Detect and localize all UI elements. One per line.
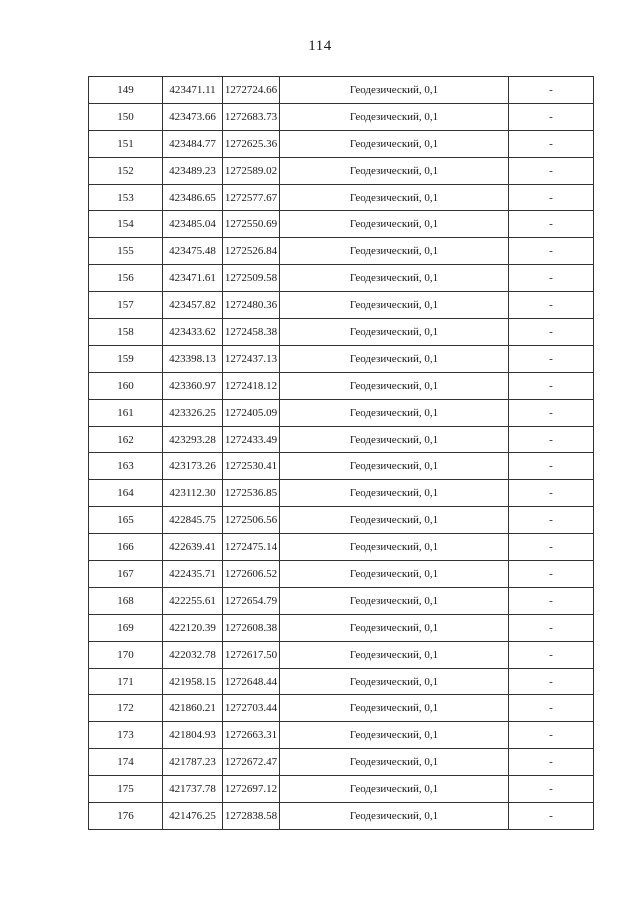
page-number: 114 (308, 38, 332, 54)
note-cell: - (509, 722, 594, 749)
method-accuracy-cell: Геодезический, 0,1 (280, 77, 509, 104)
point-number-cell: 176 (89, 803, 163, 830)
note-cell: - (509, 265, 594, 292)
point-number-cell: 166 (89, 534, 163, 561)
y-coordinate-cell: 1272418.12 (223, 372, 280, 399)
y-coordinate-cell: 1272663.31 (223, 722, 280, 749)
y-coordinate-cell: 1272683.73 (223, 103, 280, 130)
x-coordinate-cell: 423433.62 (163, 319, 223, 346)
method-accuracy-cell: Геодезический, 0,1 (280, 345, 509, 372)
x-coordinate-cell: 421958.15 (163, 668, 223, 695)
table-row (89, 399, 594, 426)
table-row (89, 372, 594, 399)
y-coordinate-cell: 1272550.69 (223, 211, 280, 238)
y-coordinate-cell: 1272697.12 (223, 776, 280, 803)
table-row (89, 534, 594, 561)
method-accuracy-cell: Геодезический, 0,1 (280, 292, 509, 319)
y-coordinate-cell: 1272437.13 (223, 345, 280, 372)
note-cell: - (509, 292, 594, 319)
table-row (89, 614, 594, 641)
note-cell: - (509, 507, 594, 534)
method-accuracy-cell: Геодезический, 0,1 (280, 372, 509, 399)
x-coordinate-cell: 421737.78 (163, 776, 223, 803)
note-cell: - (509, 372, 594, 399)
note-cell: - (509, 399, 594, 426)
table-row (89, 103, 594, 130)
method-accuracy-cell: Геодезический, 0,1 (280, 319, 509, 346)
y-coordinate-cell: 1272506.56 (223, 507, 280, 534)
y-coordinate-cell: 1272526.84 (223, 238, 280, 265)
point-number-cell: 154 (89, 211, 163, 238)
y-coordinate-cell: 1272405.09 (223, 399, 280, 426)
point-number-cell: 156 (89, 265, 163, 292)
point-number-cell: 168 (89, 587, 163, 614)
method-accuracy-cell: Геодезический, 0,1 (280, 641, 509, 668)
table-row (89, 426, 594, 453)
x-coordinate-cell: 423471.61 (163, 265, 223, 292)
method-accuracy-cell: Геодезический, 0,1 (280, 695, 509, 722)
method-accuracy-cell: Геодезический, 0,1 (280, 426, 509, 453)
note-cell: - (509, 668, 594, 695)
x-coordinate-cell: 421476.25 (163, 803, 223, 830)
note-cell: - (509, 426, 594, 453)
point-number-cell: 163 (89, 453, 163, 480)
table-row (89, 776, 594, 803)
point-number-cell: 175 (89, 776, 163, 803)
method-accuracy-cell: Геодезический, 0,1 (280, 587, 509, 614)
point-number-cell: 167 (89, 561, 163, 588)
table-row (89, 345, 594, 372)
table-row (89, 561, 594, 588)
table-row (89, 749, 594, 776)
y-coordinate-cell: 1272536.85 (223, 480, 280, 507)
x-coordinate-cell: 421860.21 (163, 695, 223, 722)
note-cell: - (509, 587, 594, 614)
point-number-cell: 150 (89, 103, 163, 130)
note-cell: - (509, 749, 594, 776)
point-number-cell: 160 (89, 372, 163, 399)
x-coordinate-cell: 422845.75 (163, 507, 223, 534)
point-number-cell: 173 (89, 722, 163, 749)
table-row (89, 157, 594, 184)
point-number-cell: 169 (89, 614, 163, 641)
method-accuracy-cell: Геодезический, 0,1 (280, 103, 509, 130)
x-coordinate-cell: 423475.48 (163, 238, 223, 265)
method-accuracy-cell: Геодезический, 0,1 (280, 507, 509, 534)
y-coordinate-cell: 1272458.38 (223, 319, 280, 346)
coordinates-table (88, 76, 594, 830)
table-row (89, 587, 594, 614)
note-cell: - (509, 184, 594, 211)
method-accuracy-cell: Геодезический, 0,1 (280, 614, 509, 641)
method-accuracy-cell: Геодезический, 0,1 (280, 561, 509, 588)
table-row (89, 695, 594, 722)
table-row (89, 507, 594, 534)
table-row (89, 130, 594, 157)
y-coordinate-cell: 1272577.67 (223, 184, 280, 211)
y-coordinate-cell: 1272724.66 (223, 77, 280, 104)
method-accuracy-cell: Геодезический, 0,1 (280, 453, 509, 480)
point-number-cell: 149 (89, 77, 163, 104)
point-number-cell: 155 (89, 238, 163, 265)
x-coordinate-cell: 423485.04 (163, 211, 223, 238)
method-accuracy-cell: Геодезический, 0,1 (280, 265, 509, 292)
method-accuracy-cell: Геодезический, 0,1 (280, 534, 509, 561)
x-coordinate-cell: 423293.28 (163, 426, 223, 453)
y-coordinate-cell: 1272530.41 (223, 453, 280, 480)
table-row (89, 184, 594, 211)
x-coordinate-cell: 423326.25 (163, 399, 223, 426)
table-row (89, 265, 594, 292)
point-number-cell: 165 (89, 507, 163, 534)
method-accuracy-cell: Геодезический, 0,1 (280, 803, 509, 830)
note-cell: - (509, 238, 594, 265)
x-coordinate-cell: 423486.65 (163, 184, 223, 211)
note-cell: - (509, 157, 594, 184)
x-coordinate-cell: 422255.61 (163, 587, 223, 614)
x-coordinate-cell: 422120.39 (163, 614, 223, 641)
x-coordinate-cell: 423473.66 (163, 103, 223, 130)
table-row (89, 453, 594, 480)
x-coordinate-cell: 423489.23 (163, 157, 223, 184)
x-coordinate-cell: 423484.77 (163, 130, 223, 157)
point-number-cell: 153 (89, 184, 163, 211)
note-cell: - (509, 641, 594, 668)
table-row (89, 668, 594, 695)
x-coordinate-cell: 422639.41 (163, 534, 223, 561)
table-row (89, 211, 594, 238)
x-coordinate-cell: 423471.11 (163, 77, 223, 104)
method-accuracy-cell: Геодезический, 0,1 (280, 157, 509, 184)
x-coordinate-cell: 423360.97 (163, 372, 223, 399)
table-row (89, 319, 594, 346)
point-number-cell: 152 (89, 157, 163, 184)
method-accuracy-cell: Геодезический, 0,1 (280, 211, 509, 238)
method-accuracy-cell: Геодезический, 0,1 (280, 480, 509, 507)
y-coordinate-cell: 1272589.02 (223, 157, 280, 184)
x-coordinate-cell: 421787.23 (163, 749, 223, 776)
y-coordinate-cell: 1272703.44 (223, 695, 280, 722)
method-accuracy-cell: Геодезический, 0,1 (280, 749, 509, 776)
x-coordinate-cell: 422435.71 (163, 561, 223, 588)
table-row (89, 641, 594, 668)
x-coordinate-cell: 423173.26 (163, 453, 223, 480)
x-coordinate-cell: 421804.93 (163, 722, 223, 749)
y-coordinate-cell: 1272654.79 (223, 587, 280, 614)
point-number-cell: 159 (89, 345, 163, 372)
note-cell: - (509, 695, 594, 722)
y-coordinate-cell: 1272433.49 (223, 426, 280, 453)
note-cell: - (509, 561, 594, 588)
note-cell: - (509, 614, 594, 641)
x-coordinate-cell: 422032.78 (163, 641, 223, 668)
y-coordinate-cell: 1272838.58 (223, 803, 280, 830)
table-row (89, 292, 594, 319)
table-row (89, 77, 594, 104)
method-accuracy-cell: Геодезический, 0,1 (280, 399, 509, 426)
y-coordinate-cell: 1272509.58 (223, 265, 280, 292)
note-cell: - (509, 345, 594, 372)
method-accuracy-cell: Геодезический, 0,1 (280, 722, 509, 749)
table-row (89, 480, 594, 507)
note-cell: - (509, 776, 594, 803)
method-accuracy-cell: Геодезический, 0,1 (280, 130, 509, 157)
note-cell: - (509, 534, 594, 561)
table-row (89, 722, 594, 749)
y-coordinate-cell: 1272608.38 (223, 614, 280, 641)
note-cell: - (509, 453, 594, 480)
point-number-cell: 170 (89, 641, 163, 668)
note-cell: - (509, 77, 594, 104)
y-coordinate-cell: 1272606.52 (223, 561, 280, 588)
point-number-cell: 151 (89, 130, 163, 157)
y-coordinate-cell: 1272475.14 (223, 534, 280, 561)
method-accuracy-cell: Геодезический, 0,1 (280, 184, 509, 211)
method-accuracy-cell: Геодезический, 0,1 (280, 776, 509, 803)
y-coordinate-cell: 1272480.36 (223, 292, 280, 319)
note-cell: - (509, 211, 594, 238)
y-coordinate-cell: 1272672.47 (223, 749, 280, 776)
table-row (89, 238, 594, 265)
point-number-cell: 171 (89, 668, 163, 695)
y-coordinate-cell: 1272617.50 (223, 641, 280, 668)
x-coordinate-cell: 423457.82 (163, 292, 223, 319)
note-cell: - (509, 803, 594, 830)
point-number-cell: 164 (89, 480, 163, 507)
note-cell: - (509, 480, 594, 507)
method-accuracy-cell: Геодезический, 0,1 (280, 668, 509, 695)
method-accuracy-cell: Геодезический, 0,1 (280, 238, 509, 265)
x-coordinate-cell: 423398.13 (163, 345, 223, 372)
note-cell: - (509, 319, 594, 346)
point-number-cell: 162 (89, 426, 163, 453)
point-number-cell: 157 (89, 292, 163, 319)
point-number-cell: 161 (89, 399, 163, 426)
x-coordinate-cell: 423112.30 (163, 480, 223, 507)
y-coordinate-cell: 1272625.36 (223, 130, 280, 157)
y-coordinate-cell: 1272648.44 (223, 668, 280, 695)
point-number-cell: 174 (89, 749, 163, 776)
note-cell: - (509, 103, 594, 130)
note-cell: - (509, 130, 594, 157)
point-number-cell: 172 (89, 695, 163, 722)
coordinates-table-body (89, 77, 594, 830)
table-row (89, 803, 594, 830)
point-number-cell: 158 (89, 319, 163, 346)
